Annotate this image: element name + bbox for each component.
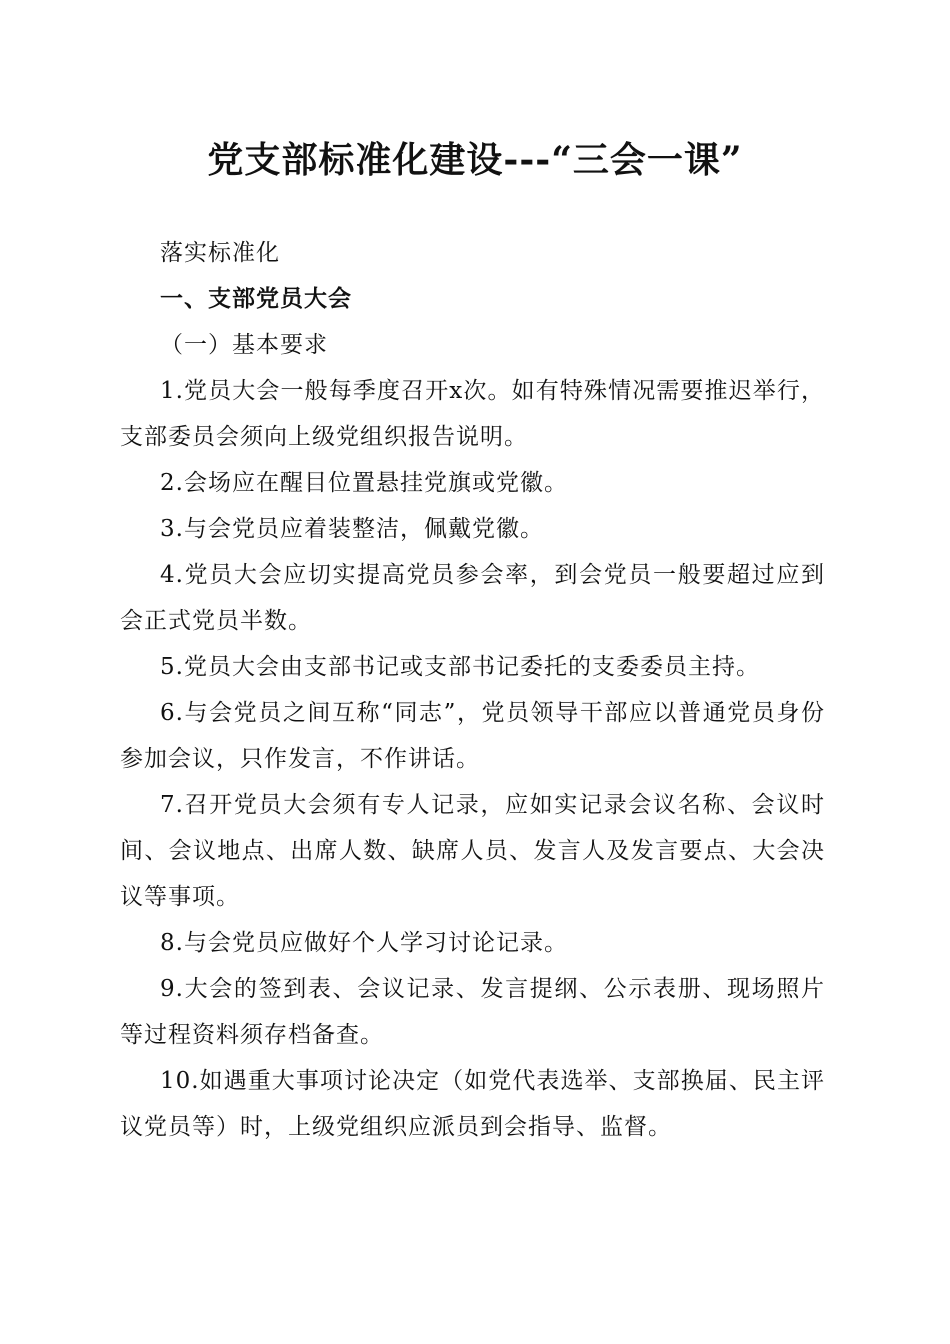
intro-text: 落实标准化: [160, 240, 280, 266]
list-item: 5.党员大会由支部书记或支部书记委托的支委委员主持。: [160, 654, 760, 680]
list-item: 9.大会的签到表、会议记录、发言提纲、公示表册、现场照片等过程资料须存档备查。: [120, 976, 825, 1048]
list-item: 7.召开党员大会须有专人记录，应如实记录会议名称、会议时间、会议地点、出席人数、缺席人员、发言人及发言要点、大会决议等事项。: [120, 792, 825, 910]
subsection-heading: （一）基本要求: [160, 332, 328, 358]
list-item: 3.与会党员应着装整洁，佩戴党徽。: [160, 516, 544, 542]
list-item: 4.党员大会应切实提高党员参会率，到会党员一般要超过应到会正式党员半数。: [120, 562, 825, 634]
list-item: 2.会场应在醒目位置悬挂党旗或党徽。: [160, 470, 568, 496]
list-item: 10.如遇重大事项讨论决定（如党代表选举、支部换届、民主评议党员等）时，上级党组织应派员到会指导、监督。: [120, 1068, 825, 1140]
document-body: [120, 230, 825, 1150]
document-title: 党支部标准化建设---“三会一课”: [207, 139, 743, 181]
list-item: 6.与会党员之间互称“同志”，党员领导干部应以普通党员身份参加会议，只作发言，不作讲话。: [120, 700, 825, 772]
section-heading: 一、支部党员大会: [160, 286, 352, 312]
list-item: 1.党员大会一般每季度召开x次。如有特殊情况需要推迟举行，支部委员会须向上级党组织报告说明。: [120, 378, 825, 450]
list-item: 8.与会党员应做好个人学习讨论记录。: [160, 930, 568, 956]
